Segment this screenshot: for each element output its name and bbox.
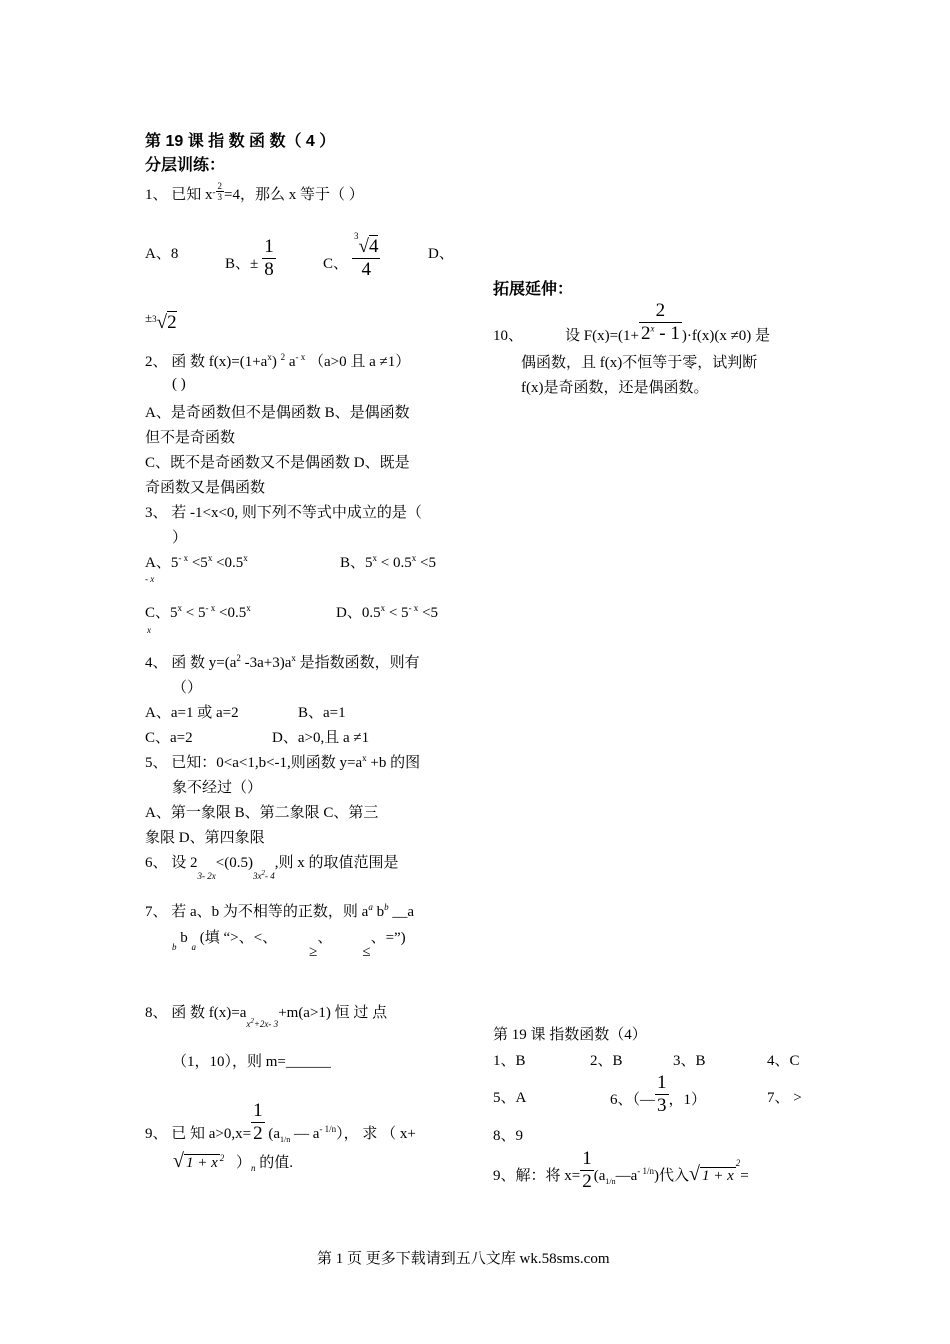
answer-7: 7、 > <box>767 1090 802 1106</box>
question-4: 4、 函 数 $y=(a^2$ $-3a+3)a^x$ 是指数函数，则有 <box>145 653 420 671</box>
question-8-cont: （1，10），则 m=______ <box>172 1054 331 1070</box>
q2-option-ab-cont: 但不是奇函数 <box>145 430 236 446</box>
answer-6: 6、（— $\frac{1}{3}$ ，1） <box>610 1072 707 1116</box>
q1-option-d-value: ±$^3$√2 <box>145 310 177 333</box>
q1-option-d: D、 <box>428 246 454 262</box>
q2-option-cd: C、既不是奇函数又不是偶函数 D、既是 <box>145 455 410 471</box>
answer-8: 8、9 <box>493 1128 524 1144</box>
q1-option-b: B、± $\frac{1}{8}$ <box>225 236 274 280</box>
section-label-extension: 拓展延伸： <box>493 281 574 298</box>
q2-paren: ( ) <box>172 376 186 392</box>
section-label-training: 分层训练： <box>145 157 226 174</box>
question-2: 2、 函 数 $f(x)=(1+a^x)$ $^2$ $a^{- x}$ （a>0 且 a ≠1） <box>145 352 411 370</box>
question-3-cont: ） <box>172 530 188 546</box>
answer-4: 4、C <box>767 1053 800 1069</box>
question-8: 8、 函 数 $f(x)=a_{x^2+2x- 3}+m(a>1)$ 恒 过 点 <box>145 1005 388 1029</box>
q1-option-a: A、8 <box>145 246 179 262</box>
question-5-cont: 象不经过（） <box>172 780 263 796</box>
question-4-cont: （） <box>172 680 203 696</box>
page-title: 第 19 课 指 数 函 数（ 4 ） <box>145 133 336 150</box>
q4-option-d: D、a>0,且 a ≠1 <box>272 730 370 746</box>
question-9: 9、 已 知 a>0,x= $\frac{1}{2}$ ($a_{1/n}$ — $a^{- 1/n}$）， 求 （ x+ <box>145 1100 416 1144</box>
q4-option-b: B、a=1 <box>298 705 346 721</box>
q4-option-a: A、a=1 或 a=2 <box>145 705 239 721</box>
question-5: 5、 已知：0<a<1,b<-1,则函数 $y=a^x +b$ 的图 <box>145 753 421 771</box>
question-6: 6、 设 $2_{3- 2x}<(0.5)_{3x^2- 4}$,则 x 的取值范围是 <box>145 855 399 881</box>
q3-option-a: A、$5^{- x} <5^x <0.5^x$ <box>145 553 248 571</box>
q4-option-c: C、a=2 <box>145 730 193 746</box>
q2-option-ab: A、是奇函数但不是偶函数 B、是偶函数 <box>145 405 410 421</box>
question-10-line2: 偶函数，且 f(x)不恒等于零，试判断 <box>521 355 758 371</box>
question-10-line3: f(x)是奇函数，还是偶函数。 <box>521 380 709 396</box>
q5-options-cont: 象限 D、第四象限 <box>145 830 265 846</box>
question-9-cont: √ 1 + x $^2$ ）$_n$ 的值. <box>173 1150 294 1173</box>
q3-option-b-exp: - x <box>145 574 155 584</box>
q5-options: A、第一象限 B、第二象限 C、第三 <box>145 805 379 821</box>
answer-5: 5、A <box>493 1090 527 1106</box>
q3-option-d-exp: x <box>147 625 151 635</box>
q3-option-c: C、$5^x < 5^{- x} <0.5^x$ <box>145 603 251 621</box>
page-footer: 第 1 页 更多下载请到五八文库 wk.58sms.com <box>317 1251 610 1267</box>
question-3: 3、 若 -1<x<0, 则下列不等式中成立的是（ <box>145 505 422 521</box>
answer-3: 3、B <box>673 1053 706 1069</box>
question-1: 1、 已知 x- $\frac{2}{3}$ =4，那么 x 等于（ ） <box>145 181 364 203</box>
question-7: 7、 若 a、b 为不相等的正数，则 $a^a$ $b^b$ __a <box>145 902 414 920</box>
question-7-cont: $_b$ b $_a$ (填 “>、<、≥、≤、=”) <box>172 930 406 960</box>
answer-2: 2、B <box>590 1053 623 1069</box>
q3-option-d: D、$0.5^x < 5^{- x} <5$ <box>336 603 439 621</box>
q3-option-b: B、$5^x < 0.5^x <5$ <box>340 553 436 571</box>
q2-option-cd-cont: 奇函数又是偶函数 <box>145 480 266 496</box>
answer-1: 1、B <box>493 1053 526 1069</box>
answer-9: 9、解：将 x= $\frac{1}{2}$ $(a_{1/n}—a^{- 1/n})$代入√ $1 + x^2=$ <box>493 1148 749 1192</box>
q1-option-c: C、 $\frac{^3√4}{4}$ <box>323 230 379 280</box>
answers-title: 第 19 课 指数函数（4） <box>493 1027 647 1043</box>
question-10: 10、 设 F(x)=(1+ $\frac{2}{2^x - 1}$ )·f(x)(x ≠0) 是 <box>493 300 771 344</box>
